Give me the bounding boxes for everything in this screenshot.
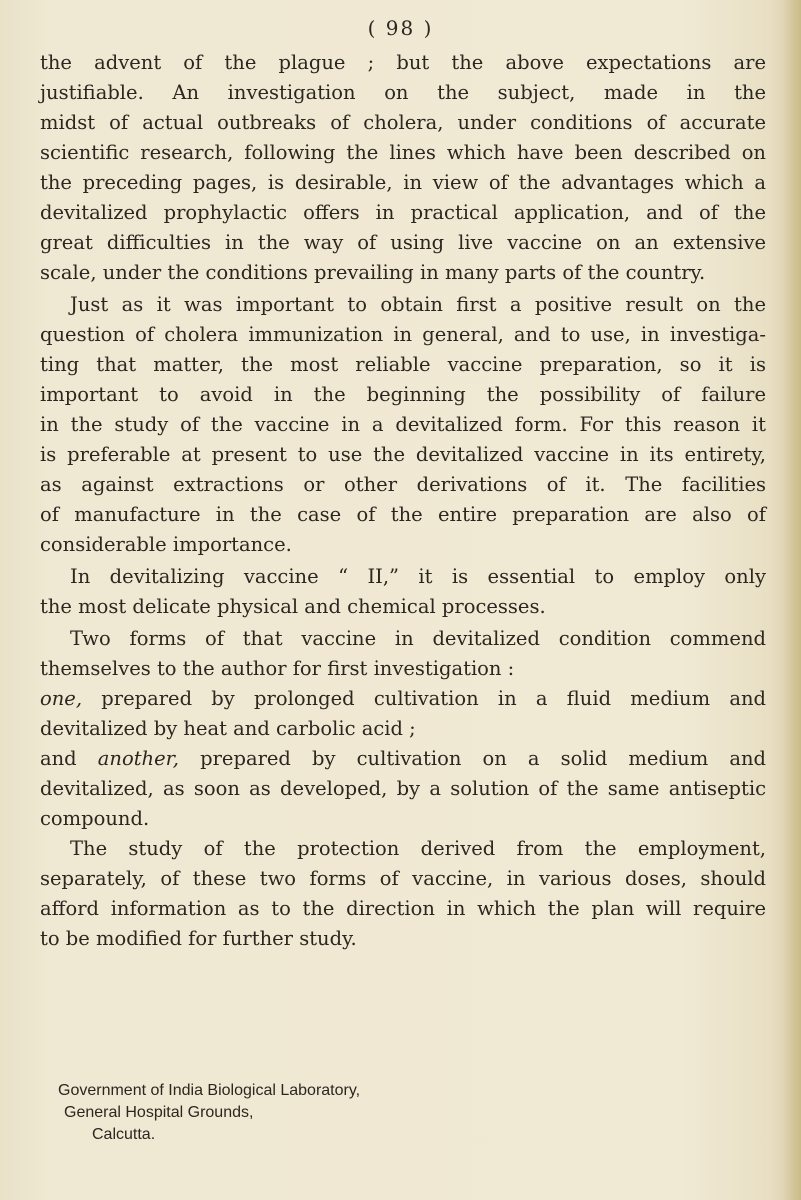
paragraph-3 xyxy=(40,562,766,622)
signature-block xyxy=(58,1080,360,1146)
text-span: and xyxy=(40,747,98,770)
text-line xyxy=(40,744,766,774)
text-span: prepared by cultivation on a solid medium and xyxy=(179,747,766,770)
paragraph-2 xyxy=(40,290,766,560)
text-line: the most delicate physical and chemical processes. xyxy=(40,595,546,618)
emphasis-another: another, xyxy=(97,747,180,770)
text-line: The study of the protection derived from the employment, xyxy=(70,837,766,860)
text-line: scale, under the conditions prevailing in many parts of the country. xyxy=(40,261,706,284)
paragraph-4 xyxy=(40,624,766,684)
text-line: compound. xyxy=(40,807,150,830)
text-line: question of cholera immunization in general, and to use, in investiga- xyxy=(40,323,766,346)
footer-line-2: General Hospital Grounds, xyxy=(64,1104,254,1121)
page-edge-shadow xyxy=(783,0,801,1200)
text-line: justifiable. An investigation on the subject, made in the xyxy=(40,81,766,104)
text-line: themselves to the author for first investigation : xyxy=(40,657,515,680)
text-line: devitalized by heat and carbolic acid ; xyxy=(40,717,416,740)
paragraph-6 xyxy=(40,744,766,834)
text-line: devitalized prophylactic offers in practical application, and of the xyxy=(40,201,766,224)
text-line: considerable importance. xyxy=(40,533,292,556)
text-line: afford information as to the direction in which the plan will require xyxy=(40,897,766,920)
text-line: In devitalizing vaccine “ II,” it is essential to employ only xyxy=(70,565,766,588)
paragraph-1 xyxy=(40,48,766,288)
text-span: prepared by prolonged cultivation in a fluid medium and xyxy=(82,687,766,710)
text-line: in the study of the vaccine in a devitalized form. For this reason it xyxy=(40,413,766,436)
text-line: devitalized, as soon as developed, by a solution of the same antiseptic xyxy=(40,777,766,800)
text-line: the preceding pages, is desirable, in view of the advantages which a xyxy=(40,171,766,194)
paragraph-5 xyxy=(40,684,766,744)
text-line: Just as it was important to obtain first a positive result on the xyxy=(70,293,766,316)
body-text xyxy=(40,48,766,954)
text-line: midst of actual outbreaks of cholera, under conditions of accurate xyxy=(40,111,766,134)
text-line: great difficulties in the way of using live vaccine on an extensive xyxy=(40,231,766,254)
text-line: as against extractions or other derivations of it. The facilities xyxy=(40,473,766,496)
text-line: Two forms of that vaccine in devitalized condition commend xyxy=(70,627,766,650)
footer-line-1: Government of India Biological Laboratory, xyxy=(58,1082,361,1099)
text-line: of manufacture in the case of the entire preparation are also of xyxy=(40,503,766,526)
emphasis-one: one, xyxy=(40,687,83,710)
text-line: to be modified for further study. xyxy=(40,927,357,950)
page-number: ( 98 ) xyxy=(367,16,434,40)
paragraph-7 xyxy=(40,834,766,954)
text-line: the advent of the plague ; but the above expectations are xyxy=(40,51,766,74)
text-line: important to avoid in the beginning the possibility of failure xyxy=(40,383,766,406)
text-line: scientific research, following the lines which have been described on xyxy=(40,141,766,164)
text-line: is preferable at present to use the devitalized vaccine in its entirety, xyxy=(40,443,766,466)
text-line: separately, of these two forms of vaccine, in various doses, should xyxy=(40,867,766,890)
text-line xyxy=(40,684,766,714)
text-line: ting that matter, the most reliable vaccine preparation, so it is xyxy=(40,353,766,376)
footer-line-3: Calcutta. xyxy=(92,1126,156,1143)
